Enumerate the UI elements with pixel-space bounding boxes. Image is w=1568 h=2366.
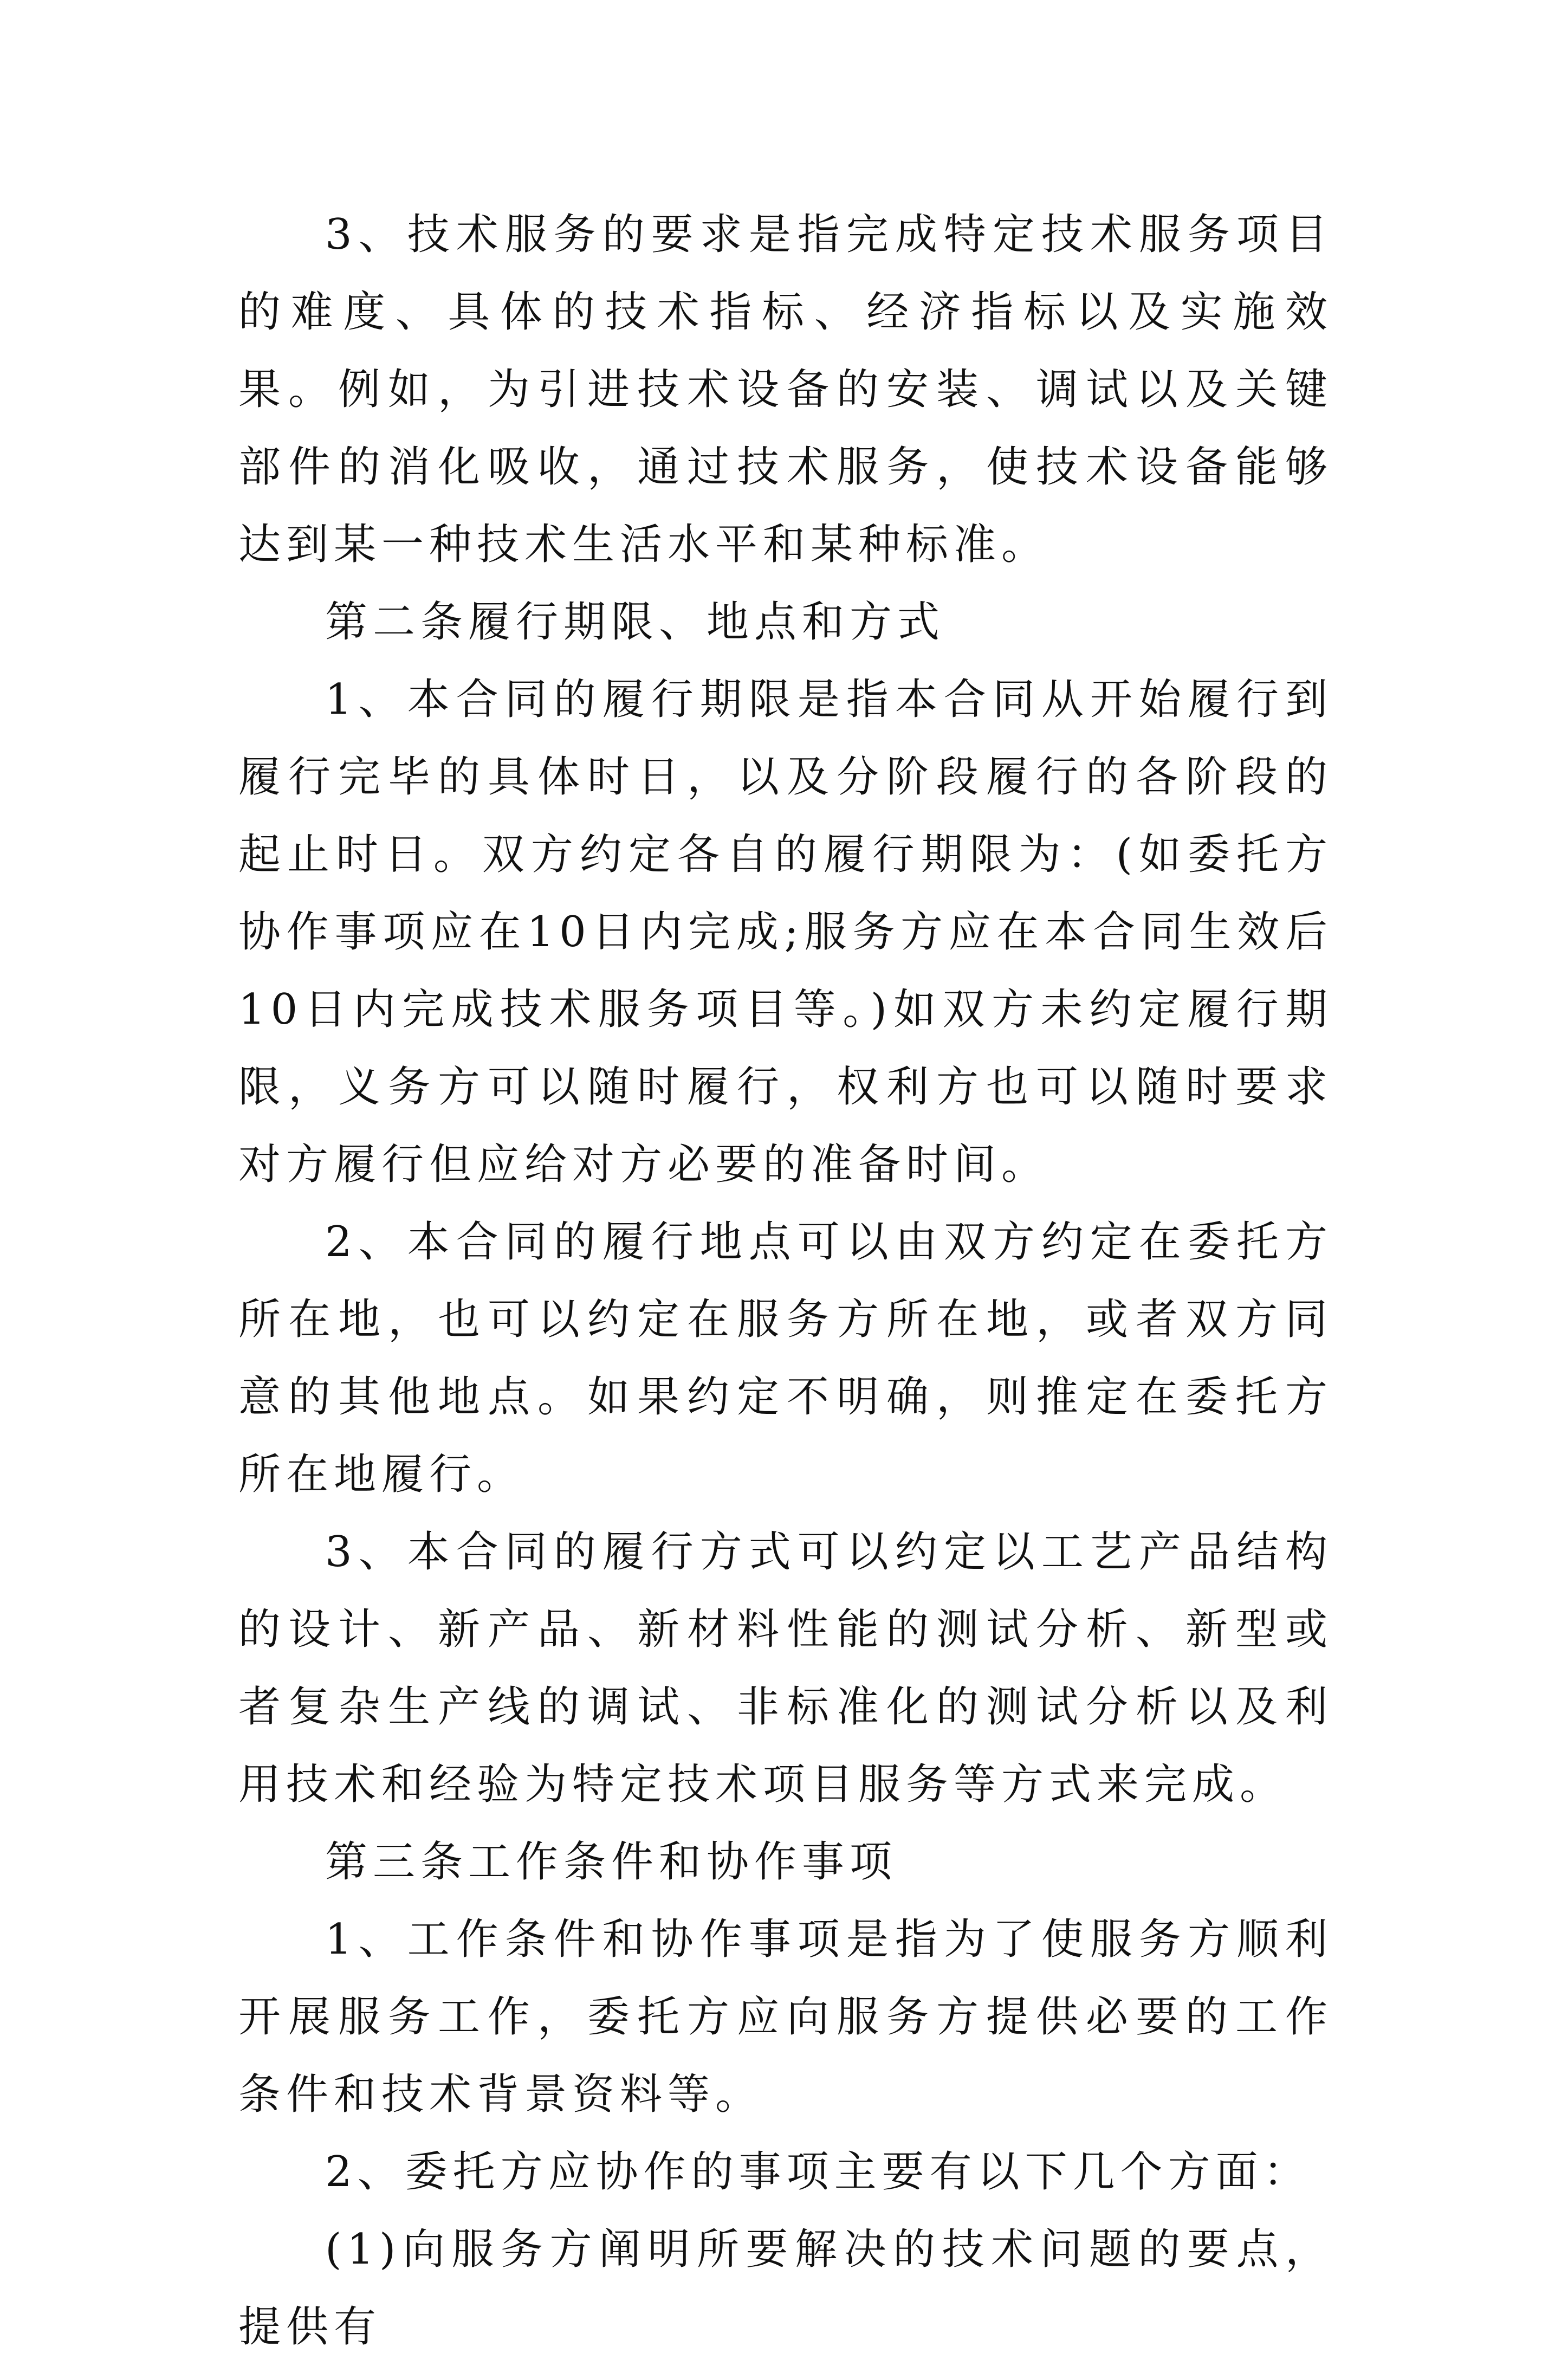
paragraph-performance-location: 2、本合同的履行地点可以由双方约定在委托方所在地，也可以约定在服务方所在地，或者双方同意的其他地点。如果约定不明确，则推定在委托方所在地履行。: [238, 1218, 1333, 1499]
paragraph-cooperation-items: 2、委托方应协作的事项主要有以下几个方面：: [325, 2148, 1311, 2196]
section-heading-article-3: 第三条工作条件和协作事项: [325, 1838, 898, 1886]
paragraph-performance-period: 1、本合同的履行期限是指本合同从开始履行到履行完毕的具体时日，以及分阶段履行的各阶段的起止时日。双方约定各自的履行期限为：(如委托方协作事项应在10日内完成;服务方应在本合同生效后10日内完成技术服务项目等。)如双方未约定履行期限，义务方可以随时履行，权利方也可以随时要求对方履行但应给对方必要的准备时间。: [238, 675, 1333, 1189]
paragraph-performance-method: 3、本合同的履行方式可以约定以工艺产品结构的设计、新产品、新材料性能的测试分析、新型或者复杂生产线的调试、非标准化的测试分析以及利用技术和经验为特定技术项目服务等方式来完成。: [238, 1528, 1333, 1809]
section-heading-article-2: 第二条履行期限、地点和方式: [325, 598, 945, 647]
paragraph-tech-service-requirements: 3、技术服务的要求是指完成特定技术服务项目的难度、具体的技术指标、经济指标以及实施效果。例如，为引进技术设备的安装、调试以及关键部件的消化吸收，通过技术服务，使技术设备能够达到某一种技术生活水平和某种标准。: [238, 210, 1333, 569]
paragraph-work-conditions: 1、工作条件和协作事项是指为了使服务方顺利开展服务工作，委托方应向服务方提供必要的工作条件和技术背景资料等。: [238, 1915, 1333, 2119]
paragraph-cooperation-item-1: (1)向服务方阐明所要解决的技术问题的要点，提供有: [238, 2225, 1333, 2351]
document-body: [238, 196, 1333, 2366]
